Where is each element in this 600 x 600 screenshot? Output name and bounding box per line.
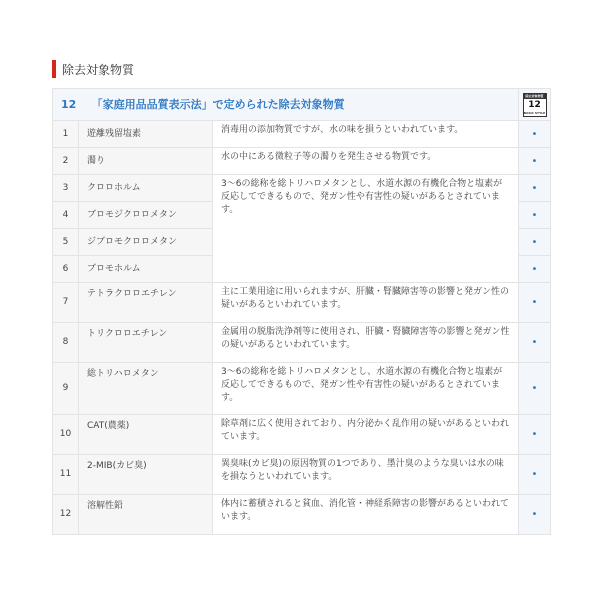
removal-dot-icon: • <box>519 415 551 455</box>
row-number: 3 <box>53 175 79 202</box>
heading-accent-bar <box>52 60 56 78</box>
substance-name: 2-MIB(カビ臭) <box>79 455 213 495</box>
substances-table <box>52 88 551 535</box>
table-row <box>53 175 551 202</box>
removal-dot-icon: • <box>519 323 551 363</box>
removal-dot-icon: • <box>519 121 551 148</box>
row-number: 6 <box>53 256 79 283</box>
substance-description: 異臭味(カビ臭)の原因物質の1つであり、墨汁臭のような臭いは水の味を損なうといわれています。 <box>213 455 519 495</box>
header-title: 「家庭用品品質表示法」で定められた除去対象物質 <box>91 98 345 111</box>
substance-description: 消毒用の添加物質ですが、水の味を損うといわれています。 <box>213 121 519 148</box>
substance-name: ブロモホルム <box>79 256 213 283</box>
table-row <box>53 455 551 495</box>
removal-dot-icon: • <box>519 495 551 535</box>
row-number: 1 <box>53 121 79 148</box>
section-title: 除去対象物質 <box>62 62 135 77</box>
removal-count-badge-icon <box>523 93 547 117</box>
substance-name: 総トリハロメタン <box>79 363 213 415</box>
substance-name: 溶解性鉛 <box>79 495 213 535</box>
table-header-row <box>53 89 551 121</box>
row-number: 2 <box>53 148 79 175</box>
substance-name: クロロホルム <box>79 175 213 202</box>
substance-description: 金属用の脱脂洗浄剤等に使用され、肝臓・腎臓障害等の影響と発ガン性の疑いがあるといわれています。 <box>213 323 519 363</box>
removal-dot-icon: • <box>519 229 551 256</box>
table-row <box>53 495 551 535</box>
row-number: 5 <box>53 229 79 256</box>
substance-description: 主に工業用途に用いられますが、肝臓・腎臓障害等の影響と発ガン性の疑いがあるといわれています。 <box>213 283 519 323</box>
substance-name: ジブロモクロロメタン <box>79 229 213 256</box>
removal-dot-icon: • <box>519 256 551 283</box>
row-number: 4 <box>53 202 79 229</box>
removal-dot-icon: • <box>519 455 551 495</box>
table-row <box>53 415 551 455</box>
table-row <box>53 283 551 323</box>
removal-substances-section <box>52 58 550 535</box>
substance-name: テトラクロロエチレン <box>79 283 213 323</box>
substance-description: 3〜6の総称を総トリハロメタンとし、水道水源の有機化合物と塩素が反応してできるもので、発ガン性や有害性の疑いがあるとされています。 <box>213 175 519 283</box>
badge-number: 12 <box>528 99 541 110</box>
table-row <box>53 148 551 175</box>
substance-name: 遊離残留塩素 <box>79 121 213 148</box>
substance-description: 除草剤に広く使用されており、内分泌かく乱作用の疑いがあるといわれています。 <box>213 415 519 455</box>
removal-dot-icon: • <box>519 175 551 202</box>
substance-description: 体内に蓄積されると貧血、消化管・神経系障害の影響があるといわれています。 <box>213 495 519 535</box>
row-number: 7 <box>53 283 79 323</box>
row-number: 10 <box>53 415 79 455</box>
substance-description: 3〜6の総称を総トリハロメタンとし、水道水源の有機化合物と塩素が反応してできるもので、発ガン性や有害性の疑いがあるとされています。 <box>213 363 519 415</box>
header-badge-cell <box>519 89 551 121</box>
row-number: 11 <box>53 455 79 495</box>
removal-dot-icon: • <box>519 363 551 415</box>
table-row <box>53 363 551 415</box>
removal-dot-icon: • <box>519 148 551 175</box>
substance-name: ブロモジクロロメタン <box>79 202 213 229</box>
section-heading <box>52 58 550 80</box>
removal-dot-icon: • <box>519 283 551 323</box>
header-count: 12 <box>61 98 77 111</box>
table-header-title <box>53 89 519 121</box>
substance-description: 水の中にある微粒子等の濁りを発生させる物質です。 <box>213 148 519 175</box>
substance-name: トリクロロエチレン <box>79 323 213 363</box>
badge-bottom-text: BASIC STYLE <box>523 110 546 115</box>
badge-top-text: 除去対象物質 <box>525 93 544 98</box>
substance-name: CAT(農薬) <box>79 415 213 455</box>
substance-name: 濁り <box>79 148 213 175</box>
row-number: 9 <box>53 363 79 415</box>
table-row <box>53 121 551 148</box>
table-row <box>53 323 551 363</box>
row-number: 12 <box>53 495 79 535</box>
removal-dot-icon: • <box>519 202 551 229</box>
row-number: 8 <box>53 323 79 363</box>
